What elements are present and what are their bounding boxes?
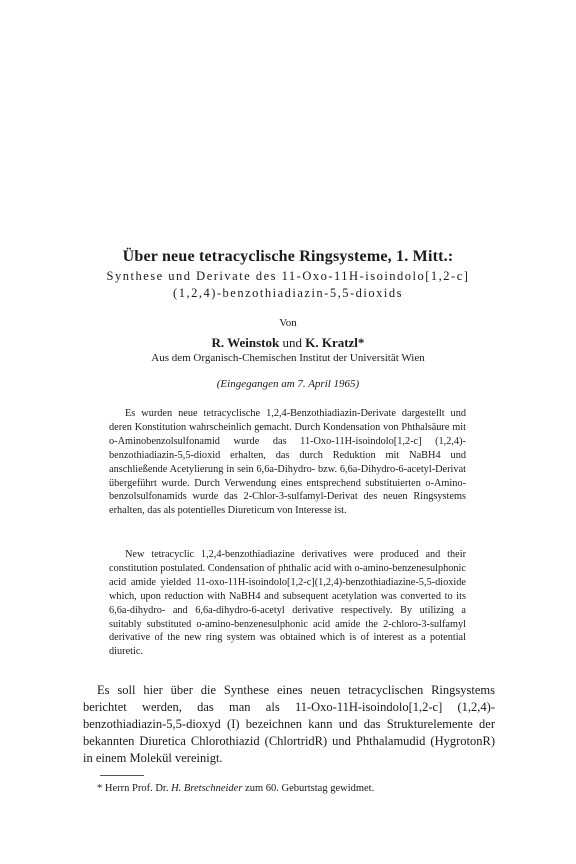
footnote-prefix: * Herrn Prof. Dr.: [97, 783, 169, 794]
abstract-german: Es wurden neue tetracyclische 1,2,4-Benzothiadiazin-Derivate dargestellt und deren Konstitution wahrscheinlich gemacht. Durch Kondensation von Phthalsäure mit o-Aminobenzolsulfonamid wurde das 11-Oxo-11H-isoindolo[1,2-c] (1,2,4)-benzothiadiazin-5,5-dioxid erhalten, das durch Reduktion mit NaBH4 und anschließende Acetylierung in sein 6,6a-Dihydro- bzw. 6,6a-Dihydro-6-acetyl-Derivat übergeführt wurde. Durch Verwendung eines entsprechend substituierten o-Amino-benzolsulfonamids wurde das 2-Chlor-3-sulfamyl-Derivat des neuen Ringsystems erhalten, das als potentielles Diureticum von Interesse ist.: [109, 408, 466, 517]
footnote-suffix: zum 60. Geburtstag gewidmet.: [245, 783, 375, 794]
by-label: Von: [279, 317, 297, 329]
author-2: K. Kratzl*: [305, 335, 365, 350]
footnote-divider: [100, 775, 144, 776]
institution: Aus dem Organisch-Chemischen Institut der Universität Wien: [151, 352, 425, 364]
received-date: (Eingegangen am 7. April 1965): [216, 378, 360, 390]
body-paragraph: Es soll hier über die Synthese eines neuen tetracyclischen Ringsystems berichtet werden, das man als 11-Oxo-11H-isoindolo[1,2-c] (1,2,4)-benzothiadiazin-5,5-dioxyd (I) bezeichnen kann und das Strukturelemente der bekannten Diuretica Chlorothiazid (ChlortridR) und Phthalamudid (HygrotonR) in einem Molekül vereinigt.: [83, 683, 495, 765]
footnote-name: H. Bretschneider: [171, 783, 243, 794]
footnote: [97, 783, 497, 794]
author-conjunction: und: [282, 335, 302, 350]
article-subtitle-line-1: Synthese und Derivate des 11-Oxo-11H-isoindolo[1,2-c]: [106, 269, 470, 283]
article-title: Über neue tetracyclische Ringsysteme, 1. Mitt.:: [122, 248, 454, 265]
abstract-english: New tetracyclic 1,2,4-benzothiadiazine derivatives were produced and their constitution postulated. Condensation of phthalic acid with o-amino-benzenesulphonic acid amide yielded 11-oxo-11H-isoindolo[1,2-c](1,2,4)-benzothiadiazine-5,5-dioxide which, upon reduction with NaBH4 and subsequent acetylation was converted to its 6,6a-dihydro- and 6,6a-dihydro-6-acetyl derivative respectively. By utilizing a suitably substituted o-amino-benzenesulphonic acid amide the 2-chloro-3-sulfamyl derivative of the new ring system was obtained which is of interest as a potential diuretic.: [109, 549, 466, 658]
authors: [0, 335, 576, 351]
author-1: R. Weinstok: [211, 335, 280, 350]
article-subtitle-line-2: (1,2,4)-benzothiadiazin-5,5-dioxids: [173, 286, 403, 300]
